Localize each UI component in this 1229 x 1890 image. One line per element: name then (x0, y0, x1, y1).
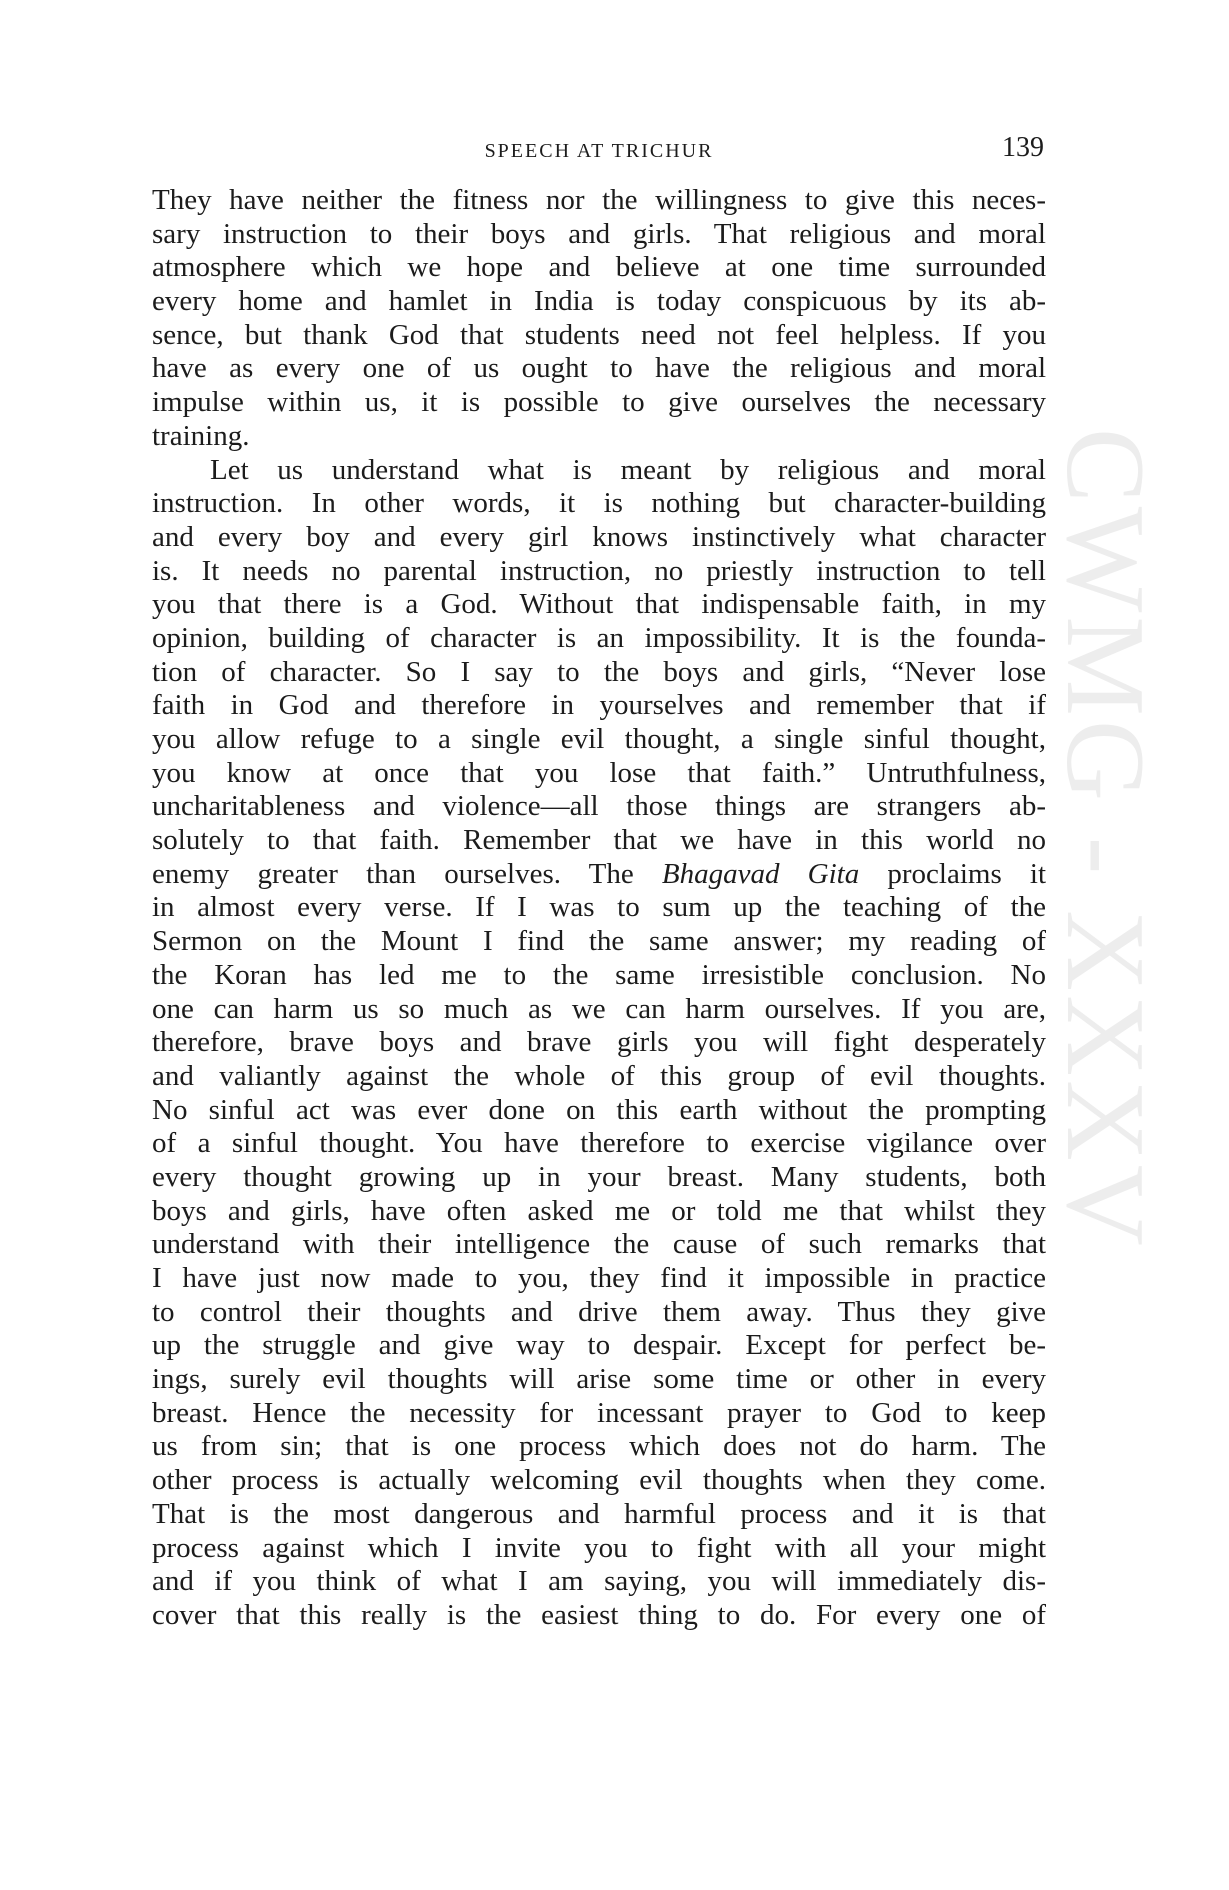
text-line: They have neither the fitness nor the willingness to give this neces- (152, 184, 1046, 216)
text-line: I have just now made to you, they find it impossible in practice (152, 1262, 1046, 1294)
text-line: one can harm us so much as we can harm ourselves. If you are, (152, 992, 1046, 1025)
text-line: up the struggle and give way to despair. Except for perfect be- (152, 1329, 1046, 1362)
text-line: ings, surely evil thoughts will arise some time or other in every (152, 1363, 1046, 1396)
text-line: of a sinful thought. You have therefore to exercise vigilance over (152, 1127, 1046, 1160)
text-line: and every boy and every girl knows instinctively what character (152, 520, 1046, 553)
text-line: process against which I invite you to fight with all your might (152, 1531, 1046, 1564)
text-line: Sermon on the Mount I find the same answer; my reading of (152, 925, 1046, 958)
text-line: other process is actually welcoming evil thoughts when they come. (152, 1464, 1046, 1497)
text-line: you allow refuge to a single evil thought, a single sinful thought, (152, 723, 1046, 755)
text-line: you that there is a God. Without that indispensable faith, in my (152, 588, 1046, 621)
text-line: understand with their intelligence the cause of such remarks that (152, 1228, 1046, 1261)
running-title: SPEECH AT TRICHUR (484, 140, 714, 162)
book-title-italic: Bhagavad Gita (661, 857, 860, 890)
text-line: and valiantly against the whole of this group of evil thoughts. (152, 1059, 1046, 1092)
text-line: faith in God and therefore in yourselves and remember that if (152, 689, 1046, 722)
text-line: sence, but thank God that students need not feel helpless. If you (152, 318, 1046, 351)
watermark-text: CWMG - XXXV (1043, 428, 1167, 1250)
text-line: boys and girls, have often asked me or told me that whilst they (152, 1194, 1046, 1227)
text-line: in almost every verse. If I was to sum up the teaching of the (152, 891, 1046, 924)
text-line: therefore, brave boys and brave girls you will fight desperately (152, 1026, 1046, 1059)
line-text-before-title: enemy greater than ourselves. The (152, 857, 634, 890)
text-line: to control their thoughts and drive them away. Thus they give (152, 1295, 1046, 1328)
text-line: every home and hamlet in India is today conspicuous by its ab- (152, 285, 1046, 318)
text-line: the Koran has led me to the same irresistible conclusion. No (152, 958, 1046, 991)
text-line: solutely to that faith. Remember that we have in this world no (152, 824, 1046, 857)
text-line: No sinful act was ever done on this earth without the prompting (152, 1093, 1046, 1126)
text-line: atmosphere which we hope and believe at one time surrounded (152, 251, 1046, 284)
paragraph-start-line: Let us understand what is meant by religious and moral (210, 453, 1046, 486)
text-line: uncharitableness and violence—all those things are strangers ab- (152, 790, 1046, 823)
text-line: impulse within us, it is possible to give ourselves the necessary (152, 386, 1046, 419)
text-line: tion of character. So I say to the boys and girls, “Never lose (152, 655, 1046, 688)
text-line: That is the most dangerous and harmful process and it is that (152, 1497, 1046, 1530)
paragraph-end-line: training. (152, 419, 250, 452)
running-head (152, 132, 1046, 166)
body-text (152, 184, 1046, 1633)
text-line-with-title (152, 858, 1046, 892)
text-line: opinion, building of character is an impossibility. It is the founda- (152, 621, 1046, 654)
watermark (1040, 428, 1180, 1488)
page-number: 139 (1002, 132, 1044, 163)
text-line: us from sin; that is one process which does not do harm. The (152, 1430, 1046, 1463)
text-line: have as every one of us ought to have the religious and moral (152, 352, 1046, 385)
text-line: sary instruction to their boys and girls. That religious and moral (152, 217, 1046, 250)
text-line: instruction. In other words, it is nothing but character-building (152, 487, 1046, 520)
text-line: every thought growing up in your breast. Many students, both (152, 1160, 1046, 1193)
line-text-after-title: proclaims it (887, 857, 1046, 890)
text-line: cover that this really is the easiest thing to do. For every one of (152, 1598, 1046, 1631)
text-line: is. It needs no parental instruction, no priestly instruction to tell (152, 554, 1046, 587)
text-line: you know at once that you lose that faith.” Untruthfulness, (152, 756, 1046, 789)
text-line: breast. Hence the necessity for incessant prayer to God to keep (152, 1396, 1046, 1429)
text-line: and if you think of what I am saying, you will immediately dis- (152, 1565, 1046, 1598)
